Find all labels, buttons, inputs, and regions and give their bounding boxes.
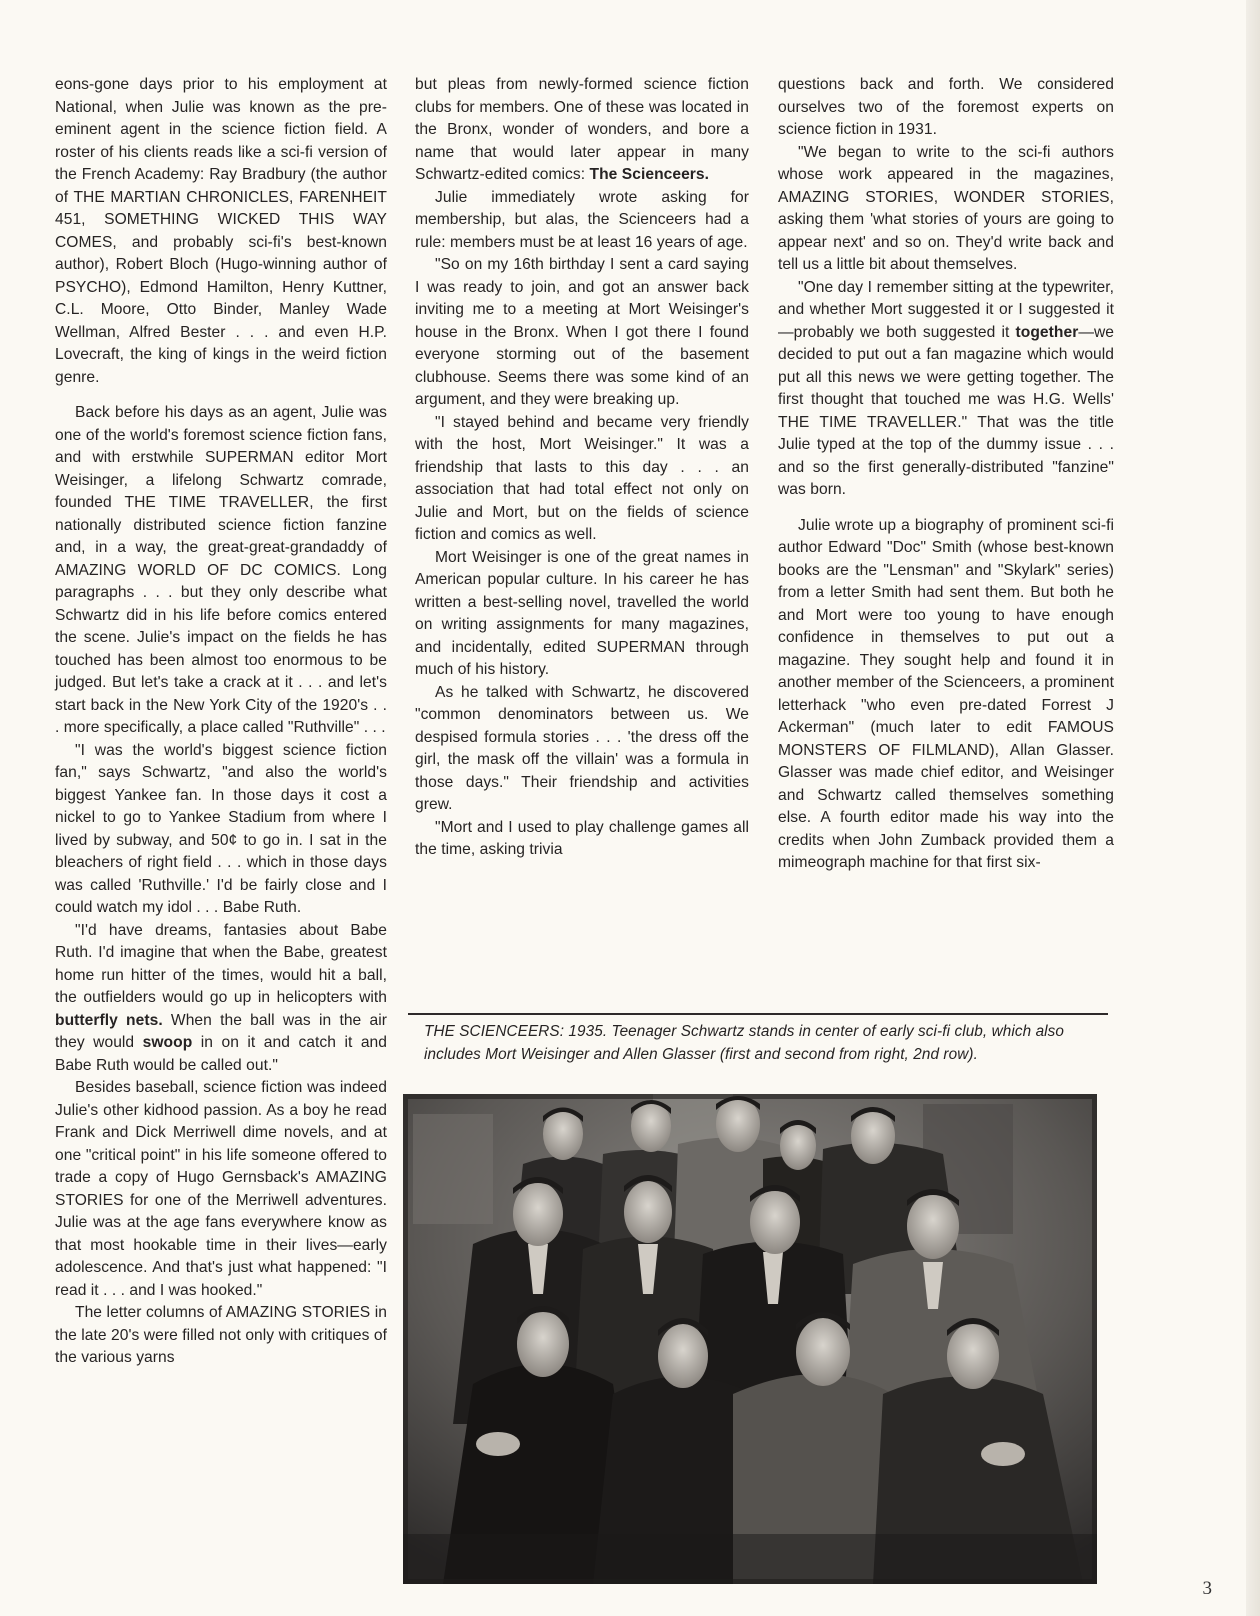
photo-caption: THE SCIENCEERS: 1935. Teenager Schwartz stands in center of early sci-fi club, which also includes Mort Weisinger and Allen Glasser (first and second from right, 2nd row). [424,1023,1065,1063]
text-run: —we decided to put out a fan magazine which would put all this news we were getting together. The first thought that touched me was H.G. Wells' THE TIME TRAVELLER." That was the title Julie typed at the top of the dummy issue . . . and so the first generally-distributed "fanzine" was born. [778,323,1114,498]
group-photo-illustration [403,1094,1097,1584]
text-run: "One day I remember sitting at the typewriter, and whether Mort suggested it or I suggested it—probably we both suggested it [778,278,1114,341]
paragraph: As he talked with Schwartz, he discovered "common denominators between us. We despised formula stories . . . 'the dress off the girl, the mask off the villain' was a formula in those days." Their friendship and activities grew. [415,683,749,813]
text-run: in on it and catch it and Babe Ruth would be called out." [55,1034,387,1074]
article-column-1 [55,74,387,1370]
page-number: 3 [1202,1578,1212,1599]
bold-text: together [1015,323,1079,341]
caption-divider [408,1013,1108,1015]
paragraph: Mort Weisinger is one of the great names in American popular culture. In his career he has written a best-selling novel, travelled the world on writing assignments for many magazines, and incidentally, edited SUPERMAN through much of his history. [415,548,749,678]
text-run: "I'd have dreams, fantasies about Babe Ruth. I'd imagine that when the Babe, greatest home run hitter of the times, would hit a ball, the outfielders would go up in helicopters with [55,921,387,1006]
page-edge-shadow [1246,0,1260,1616]
paragraph: "I stayed behind and became very friendly with the host, Mort Weisinger." It was a friendship that lasts to this day . . . an association that had total effect not only on Julie and Mort, but on the fields of science fiction and comics as well. [415,413,749,543]
paragraph: "We began to write to the sci-fi authors whose work appeared in the magazines, AMAZING STORIES, WONDER STORIES, asking them 'what stories of yours are going to appear next' and so on. They'd write back and tell us a little bit about themselves. [778,143,1114,273]
paragraph: Besides baseball, science fiction was indeed Julie's other kidhood passion. As a boy he read Frank and Dick Merriwell dime novels, and at one "critical point" in his life someone offered to trade a copy of Hugo Gernsback's AMAZING STORIES for one of the Merriwell adventures. Julie was at the age fans everywhere know as that most hookable time in their lives—early adolescence. And that's just what happened: "I read it . . . and I was hooked." [55,1079,387,1299]
paragraph: "So on my 16th birthday I sent a card saying I was ready to join, and got an answer back inviting me to a meeting at Mort Weisinger's house in the Bronx. When I got there I found everyone storming out of the basement clubhouse. Seems there was some kind of an argument, and they were breaking up. [415,256,749,408]
paragraph [778,277,1114,502]
paragraph: The letter columns of AMAZING STORIES in the late 20's were filled not only with critiques of the various yarns [55,1304,387,1366]
paragraph: questions back and forth. We considered ourselves two of the foremost experts on science fiction in 1931. [778,76,1114,138]
article-column-3 [778,74,1114,875]
bold-text: butterfly nets. [55,1011,163,1029]
paragraph: eons-gone days prior to his employment at National, when Julie was known as the pre-eminent agent in the science fiction field. A roster of his clients reads like a sci-fi version of the French Academy: Ray Bradbury (the author of THE MARTIAN CHRONICLES, FARENHEIT 451, SOMETHING WICKED THIS WAY COMES, and probably sci-fi's best-known author), Robert Bloch (Hugo-winning author of PSYCHO), Edmond Hamilton, Henry Kuttner, C.L. Moore, Otto Binder, Manley Wade Wellman, Alfred Bester . . . and even H.P. Lovecraft, the king of kings in the weird fiction genre. [55,76,387,386]
paragraph [415,74,749,187]
paragraph [55,920,387,1078]
bold-text: swoop [142,1034,193,1051]
paragraph: Back before his days as an agent, Julie was one of the world's foremost science fiction fans, and with erstwhile SUPERMAN editor Mort Weisinger, a lifelong Schwartz comrade, founded THE TIME TRAVELLER, the first nationally distributed science fiction fanzine and, in a way, the great-great-grandaddy of AMAZING WORLD OF DC COMICS. Long paragraphs . . . but they only describe what Schwartz did in his life before comics entered the scene. Julie's impact on the fields he has touched has been almost too enormous to be judged. But let's take a crack at it . . . and let's start back in the New York City of the 1920's . . . more specifically, a place called "Ruthville" . . . [55,404,387,736]
article-column-2 [415,74,749,862]
paragraph: Julie immediately wrote asking for membership, but alas, the Scienceers had a rule: members must be at least 16 years of age. [415,188,749,251]
text-run: but pleas from newly-formed science fiction clubs for members. One of these was located in the Bronx, wonder of wonders, and bore a name that would later appear in many Schwartz-edited comics: [415,76,749,183]
paragraph: Julie wrote up a biography of prominent sci-fi author Edward "Doc" Smith (whose best-known books are the "Lensman" and "Skylark" series) from a letter Smith had sent them. But both he and Mort were too young to have enough confidence in themselves to put out a magazine. They sought help and found it in another member of the Scienceers, a prominent letterhack "who even pre-dated Forrest J Ackerman" (much later to edit FAMOUS MONSTERS OF FILMLAND), Allan Glasser. Glasser was made chief editor, and Weisinger and Schwartz called themselves something else. A fourth editor made his way into the credits when John Zumback provided them a mimeograph machine for that first six- [778,516,1114,871]
bold-text: The Scienceers. [589,166,710,183]
group-photo [403,1094,1097,1584]
text-run: When the ball was in the air they would [55,1011,387,1051]
paragraph: "Mort and I used to play challenge games all the time, asking trivia [415,818,749,858]
paragraph: "I was the world's biggest science fiction fan," says Schwartz, "and also the world's biggest Yankee fan. In those days it cost a nickel to go to Yankee Stadium from where I lived by subway, and 50¢ to go in. I sat in the bleachers of right field . . . which in those days was called 'Ruthville.' I'd be fairly close and I could watch my idol . . . Babe Ruth. [55,741,387,916]
